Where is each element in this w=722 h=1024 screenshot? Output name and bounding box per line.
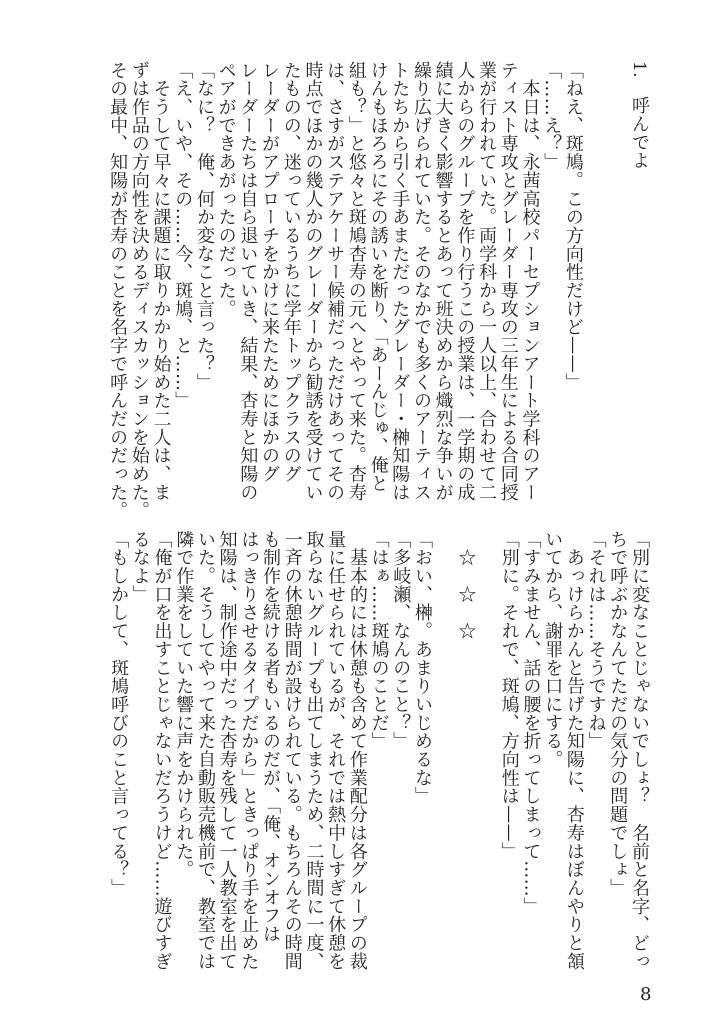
text-line: 「……え？」 [541,61,563,172]
text-line: 「俺が口を出すことじゃないだろうけど……遊びすぎ [151,530,173,971]
text-line: るなよ」 [129,530,151,604]
text-line: 時点でほかの幾人かのグレーダーから勧誘を受けてい [302,61,324,502]
text-line: レーダーがアプローチをかけに来たためにほかのグ [259,61,281,484]
text-line: 「はぁ……斑鳩のことだ」 [368,530,390,751]
text-line: ペアができあがったのだった。 [215,61,237,318]
text-line: 「なに？ 俺、何か変なこと言った？」 [193,61,215,392]
text-line: いてから、謝罪を口にする。 [542,530,564,769]
chapter-title: 呼んでよ [629,96,650,170]
text-line: はっきりさせるタイプだから」ときっぱり手を止めた [238,530,260,971]
text-line: 繰り広げられていた。そのなかでも多くのアーティス [410,61,432,502]
text-line: その最中、知陽が杏寿のことを名字で呼んだのだった。 [107,61,129,520]
text-line: いた。そうしてやって来た自動販売機前で、教室では [194,530,216,971]
text-line: 「別に変なことじゃないでしょ？ 名前と名字、どっ [629,530,650,971]
text-line: 「多岐瀬、なんのこと？」 [390,530,412,751]
text-line: 「ねえ、斑鳩。この方向性だけど——」 [562,61,584,392]
text-line: 知陽は、制作途中だった杏寿を残して一人教室を出て [216,530,238,971]
page-number: 8 [640,984,652,1005]
text-line: 隣で作業をしていた響に声をかけられた。 [173,530,195,879]
text-line: ティスト専攻とグレーダー専攻の三年生による合同授 [497,61,519,502]
lower-text-block [107,530,650,974]
text-line: 「おい、榊。あまりいじめるな」 [411,530,433,806]
text-line: 「別に。それで、斑鳩、方向性は——」 [498,530,520,861]
text-line: あっけらかんと告げた知陽に、杏寿はぼんやりと頷 [563,530,585,971]
text-line: 「もしかして、斑鳩呼びのこと言ってる？」 [108,530,130,897]
text-line: トたちから引く手あまただったグレーダー・榊知陽は [389,61,411,502]
chapter-heading [627,61,650,505]
upper-text-block [106,61,650,520]
text-line: ずは作品の方向性を決めるディスカッションを始めた。 [128,61,150,520]
text-line: けんもほろろにその誘いを断り、「あーんじゅ、俺と [367,61,389,493]
text-line: 基本的には休憩も含めて作業配分は各グループの裁 [346,530,368,971]
text-line [584,61,606,505]
text-line: は、さすがステアケーサー候補だっただけあってその [324,61,346,502]
text-line: レーダーたちは自ら退いていき、結果、杏寿と知陽の [237,61,259,502]
text-line: 「それは……そうですね」 [585,530,607,751]
section-break: ☆ ☆ ☆ [455,530,477,641]
text-line: 人からのグループを作り行うこの授業は、一学期の成 [454,61,476,502]
text-line: 量に任せられているが、それでは熱中しすぎて休憩を [325,530,347,971]
text-line: 績に大きく影響するとあって班決めから熾烈な争いが [432,61,454,502]
text-line: 取らないグループも出てしまうため、二時間に一度、 [303,530,325,971]
text-line: 「すみません、話の腰を折ってしまって……」 [520,530,542,916]
text-line: も制作を続ける者もいるのだが、「俺、オンオフは [260,530,282,944]
text-line: 業が行われていた。両学科から一人以上、合わせて二 [476,61,498,502]
text-line: そうして早々に課題に取りかかり始めた二人は、ま [150,61,172,502]
text-line: たものの、迷っているうちに学年トップクラスのグ [280,61,302,484]
text-line: 一斉の休憩時間が設けられている。もちろんその時間 [281,530,303,971]
text-line [433,530,455,974]
text-line: 「え、いや、その……今、斑鳩、と……」 [172,61,194,410]
text-line: 本日は、永茜高校パーセプションアート学科のアー [519,61,541,502]
text-line [476,530,498,974]
text-line: 組も？」と悠々と斑鳩杏寿の元へとやって来た。杏寿 [345,61,367,502]
text-line [606,61,628,505]
text-line: ちで呼ぶかなんてただの気分の問題でしょ」 [607,530,629,897]
chapter-number: 1. [629,61,649,78]
